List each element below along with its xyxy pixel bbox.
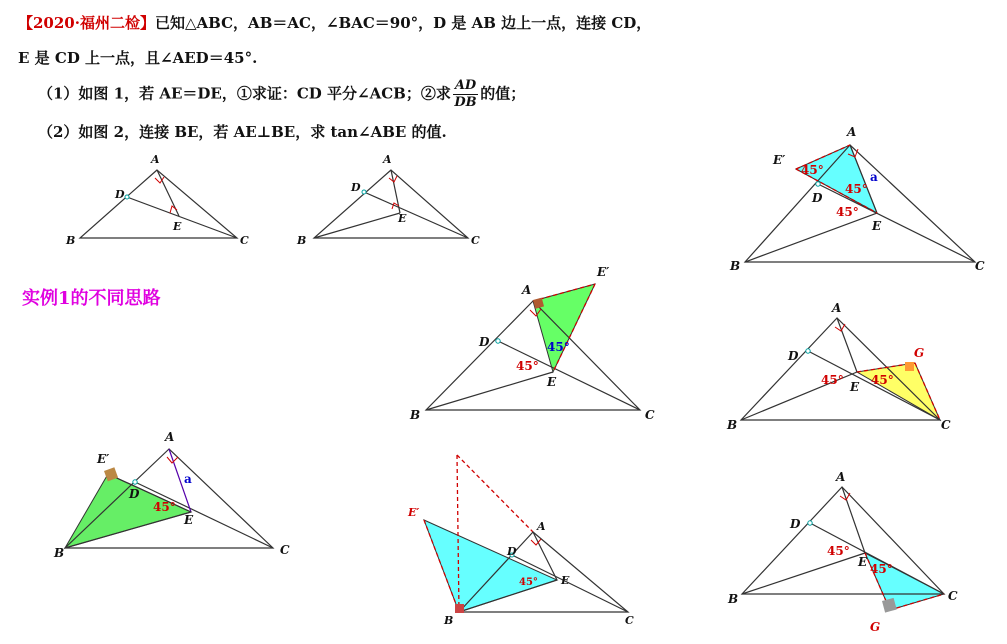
fig5-label-e: E: [850, 380, 860, 394]
fig2-label-a: A: [383, 153, 392, 166]
fig5-point-d: [806, 349, 810, 353]
fig6-label-b: B: [54, 546, 65, 560]
part1-prefix: （1）如图 1，若 AE＝DE，①求证：CD 平分∠ACB；②求: [38, 84, 451, 103]
fig5-label-a: A: [832, 301, 842, 315]
problem-statement-1: 已知△ABC，AB＝AC，∠BAC＝90°，D 是 AB 边上一点，连接 CD，: [154, 14, 652, 32]
fig3-label-d: D: [812, 191, 823, 205]
fig1-label-e: E: [173, 220, 182, 233]
fig8-angle-45-right: 45°: [870, 562, 893, 576]
fig3-angle-45-3: 45°: [836, 205, 859, 219]
fig5-angle-45-right: 45°: [871, 373, 894, 387]
fig3-label-a-side: a: [870, 170, 878, 184]
part2-text: （2）如图 2，连接 BE，若 AE⊥BE，求 tan∠ABE 的值.: [38, 123, 447, 141]
fig8-segment-cd: [810, 523, 944, 594]
figure-2: [296, 153, 480, 247]
fig8-label-a: A: [836, 470, 846, 484]
fig2-label-c: C: [471, 234, 480, 247]
fig7-label-d: D: [507, 545, 517, 558]
fig7-label-c: C: [625, 614, 634, 627]
fig2-segment-cd: [364, 192, 468, 238]
fig6-angle-45: 45°: [153, 500, 176, 514]
fig7-right-angle-b: [455, 604, 464, 613]
fig7-label-e: E: [561, 574, 570, 587]
fig4-triangle-abc: [426, 301, 640, 410]
fig6-label-a-side: a: [184, 472, 192, 486]
fig2-segment-be: [314, 213, 400, 238]
fig5-label-d: D: [788, 349, 799, 363]
fig3-cyan-region: [796, 145, 877, 213]
fig3-segment-be: [745, 213, 877, 262]
fig5-label-c: C: [941, 418, 951, 432]
fig1-point-d: [125, 195, 129, 199]
fig2-point-d: [362, 190, 366, 194]
fig3-label-e-prime: E′: [773, 153, 786, 167]
fig1-segment-cd: [127, 197, 237, 238]
fig3-label-c: C: [975, 259, 985, 273]
fig5-right-angle-g: [905, 362, 914, 371]
fig3-segment-cd: [818, 184, 975, 262]
fig4-green-region: [533, 284, 595, 372]
fig4-angle-45-blue: 45°: [547, 340, 570, 354]
fig5-label-b: B: [727, 418, 738, 432]
problem-statement-2: E 是 CD 上一点，且∠AED＝45°.: [18, 49, 258, 67]
fig1-label-d: D: [115, 188, 125, 201]
fig1-triangle-abc: [80, 170, 237, 238]
fig8-label-c: C: [948, 589, 958, 603]
fig6-label-c: C: [280, 543, 290, 557]
fig8-label-g: G: [870, 620, 881, 634]
fig1-label-c: C: [240, 234, 249, 247]
fig6-point-d: [133, 480, 137, 484]
fig2-label-d: D: [351, 181, 361, 194]
fig4-label-e: E: [547, 375, 557, 389]
fraction-denominator: DB: [454, 95, 477, 110]
fig4-label-b: B: [410, 408, 421, 422]
figure-3: [729, 125, 985, 273]
fig7-label-e-prime: E′: [408, 506, 420, 519]
fig1-angle-mark: [170, 206, 177, 213]
fig4-point-d: [496, 339, 500, 343]
fig7-label-b: B: [444, 614, 454, 627]
part1-suffix: 的值；: [480, 84, 526, 103]
figure-1: [65, 153, 249, 247]
fig8-label-d: D: [790, 517, 801, 531]
fig3-label-b: B: [730, 259, 741, 273]
figure-7: [407, 455, 634, 627]
figure-6: [53, 430, 290, 560]
fig3-angle-45-2: 45°: [845, 182, 868, 196]
fig7-label-a: A: [537, 520, 546, 533]
fig8-angle-45-left: 45°: [827, 544, 850, 558]
fig4-label-c: C: [645, 408, 655, 422]
fig5-angle-45-left: 45°: [821, 373, 844, 387]
fig1-label-b: B: [66, 234, 76, 247]
fig6-label-a: A: [165, 430, 175, 444]
fig7-cyan-region: [424, 520, 557, 612]
fig6-label-d: D: [129, 487, 140, 501]
fig5-label-g: G: [914, 346, 925, 360]
figure-8: [727, 470, 958, 634]
figure-5: [726, 301, 951, 432]
fig2-label-b: B: [297, 234, 307, 247]
problem-source: 【2020·福州二检】: [18, 14, 155, 32]
fig8-point-d: [808, 521, 812, 525]
fig6-label-e-prime: E′: [97, 452, 110, 466]
fig8-label-b: B: [728, 592, 739, 606]
section-subtitle: 实例1的不同思路: [22, 288, 161, 309]
fig7-dashed-diagonal: [457, 455, 533, 532]
fig3-angle-45-1: 45°: [801, 163, 824, 177]
fig4-label-a: A: [522, 283, 532, 297]
fig6-label-e: E: [184, 513, 194, 527]
fig2-label-e: E: [398, 212, 407, 225]
fig5-segment-ae: [837, 318, 857, 372]
fig1-label-a: A: [151, 153, 160, 166]
fig3-point-d: [816, 182, 820, 186]
fig4-label-e-prime: E′: [597, 265, 610, 279]
figure-4: [409, 265, 655, 422]
fig4-angle-45-red: 45°: [516, 359, 539, 373]
fig7-angle-45: 45°: [519, 577, 538, 588]
fig4-label-d: D: [479, 335, 490, 349]
fig3-label-a: A: [847, 125, 857, 139]
fig8-label-e: E: [858, 555, 868, 569]
fig3-label-e: E: [872, 219, 882, 233]
fraction-numerator: AD: [454, 78, 477, 93]
